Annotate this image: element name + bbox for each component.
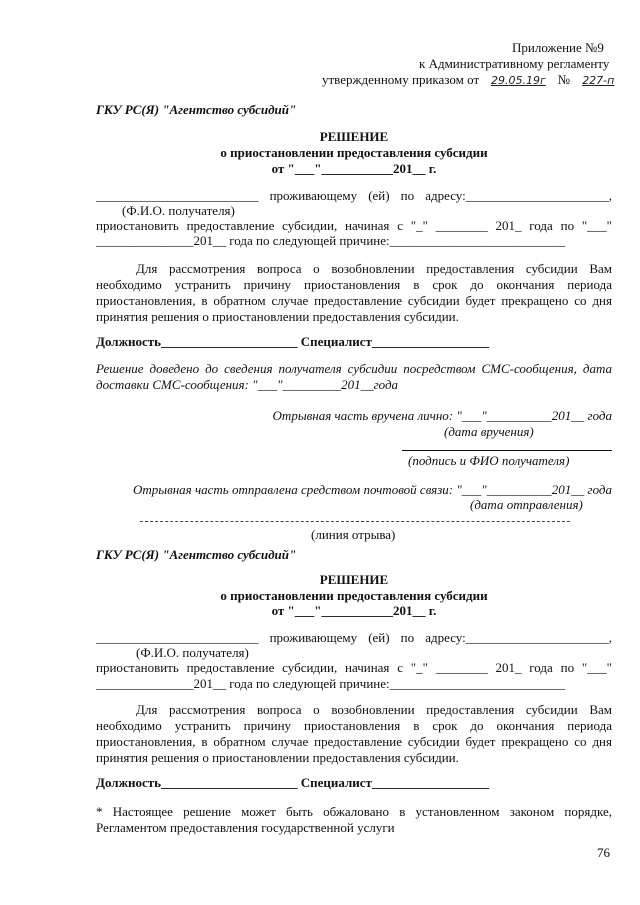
decision-title: РЕШЕНИЕ (319, 129, 389, 144)
instruction-paragraph-2: Для рассмотрения вопроса о возобновлении предоставления субсидии Вам необходимо устранить причину приостановления в срок до окончания периода приостановления, в обратном случае предоставление субсидии будет прекращено со дня принятия решения о приостановлении предоставления субсидии. (96, 702, 612, 765)
suspend-line: приостановить предоставление субсидии, начиная с "_" ________ 201_ года по "___" (96, 218, 612, 233)
decision-title-2: РЕШЕНИЕ (319, 572, 389, 587)
mailed-line: Отрывная часть отправлена средством почтовой связи: "___"__________201__ года (132, 482, 612, 497)
address-line: _________________________ проживающему (ей) по адресу:______________________, (96, 188, 612, 203)
suspend-line-2: приостановить предоставление субсидии, начиная с "_" ________ 201_ года по "___" (96, 660, 612, 675)
address-line-2: _________________________ проживающему (ей) по адресу:______________________, (96, 630, 612, 645)
instruction-paragraph: Для рассмотрения вопроса о возобновлении предоставления субсидии Вам необходимо устранить причину приостановления в срок до окончания периода приостановления, в обратном случае предоставление субсидии будет прекращено со дня принятия решения о приостановлении предоставления субсидии. (96, 261, 612, 324)
decision-date-2: от "___"___________201__ г. (271, 603, 437, 618)
organization-name: ГКУ РС(Я) "Агентство субсидий" (96, 102, 297, 117)
reason-line-2: _______________201__ года по следующей причине:___________________________ (96, 676, 566, 691)
order-date-handwritten: 29.05.19г (490, 74, 546, 87)
tear-line (140, 521, 570, 522)
decision-subtitle-2: о приостановлении предоставления субсидии (220, 588, 488, 603)
handed-line: Отрывная часть вручена лично: "___"__________201__ года (272, 408, 612, 423)
position-line: Должность_____________________ Специалист__________________ (96, 334, 489, 349)
order-prefix: утвержденному приказом от (322, 72, 480, 87)
mailed-date-label: (дата отправления) (470, 497, 583, 512)
decision-date: от "___"___________201__ г. (271, 161, 437, 176)
fio-label: (Ф.И.О. получателя) (122, 203, 235, 218)
appendix-number: Приложение №9 (512, 40, 604, 55)
footnote-line-2: Регламентом предоставления государственной услуги (96, 820, 395, 835)
position-line-2: Должность_____________________ Специалист__________________ (96, 775, 489, 790)
decision-subtitle: о приостановлении предоставления субсидии (220, 145, 488, 160)
signature-label: (подпись и ФИО получателя) (408, 453, 570, 468)
footnote-line-1: * Настоящее решение может быть обжаловано в установленном законом порядке, (96, 804, 612, 819)
organization-name-2: ГКУ РС(Я) "Агентство субсидий" (96, 547, 297, 562)
page-number: 76 (597, 845, 610, 860)
fio-label-2: (Ф.И.О. получателя) (136, 645, 249, 660)
tear-line-label: (линия отрыва) (311, 527, 396, 542)
appendix-order (322, 72, 623, 88)
order-number-handwritten: 227-п (582, 74, 615, 87)
sms-notice: Решение доведено до сведения получателя субсидии посредством СМС-сообщения, дата доставки СМС-сообщения: "___"_________201__года (96, 361, 612, 392)
order-number-label: № (557, 72, 571, 87)
appendix-regulation: к Административному регламенту (419, 56, 610, 71)
signature-underline (402, 450, 612, 451)
handed-date-label: (дата вручения) (444, 424, 534, 439)
reason-line: _______________201__ года по следующей причине:___________________________ (96, 233, 566, 248)
